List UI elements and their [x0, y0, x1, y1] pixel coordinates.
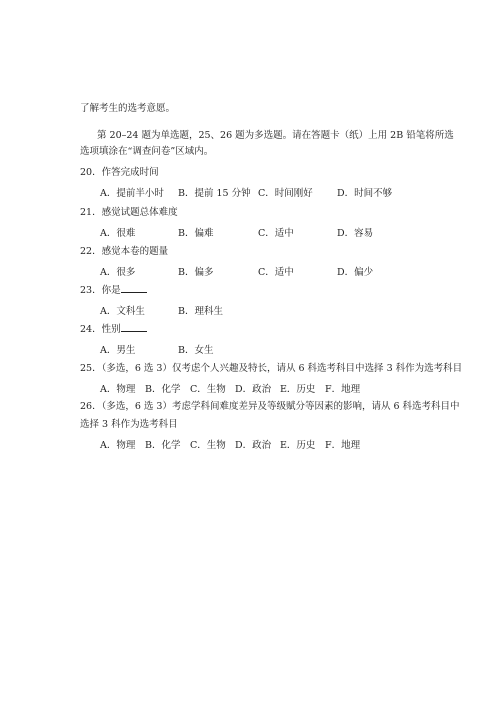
q25-option-b[interactable]: B．化学: [145, 384, 181, 395]
intro-line-2: 第 20–24 题为单选题，25、26 题为多选题。请在答题卡（纸）上用 2B 铅笔将所选: [97, 130, 454, 141]
q24-option-b[interactable]: B．女生: [178, 345, 214, 356]
question-20-stem: 20．作答完成时间: [80, 167, 159, 178]
q20-option-d[interactable]: D．时间不够: [337, 188, 393, 199]
q20-option-c[interactable]: C．时间刚好: [258, 188, 313, 199]
q26-option-c[interactable]: C．生物: [190, 440, 226, 451]
q25-option-f[interactable]: F．地理: [325, 384, 361, 395]
question-26-stem-continued: 选择 3 科作为选考科目: [80, 419, 178, 430]
q22-option-a[interactable]: A．很多: [100, 267, 136, 278]
q24-option-a[interactable]: A．男生: [100, 345, 136, 356]
q23-option-b[interactable]: B．理科生: [178, 306, 223, 317]
q21-option-d[interactable]: D．容易: [337, 228, 374, 239]
q21-option-c[interactable]: C．适中: [258, 228, 294, 239]
question-26-stem: 26．（多选，6 选 3）考虑学科间难度差异及等级赋分等因素的影响，请从 6 科选考科目中: [80, 401, 460, 412]
q21-option-b[interactable]: B．偏难: [178, 228, 214, 239]
q25-option-c[interactable]: C．生物: [190, 384, 226, 395]
intro-line-3: 选项填涂在“调查问卷”区域内。: [80, 146, 214, 157]
q22-option-d[interactable]: D．偏少: [337, 267, 374, 278]
q25-option-a[interactable]: A．物理: [100, 384, 136, 395]
q23-option-a[interactable]: A．文科生: [100, 306, 145, 317]
q20-option-b[interactable]: B．提前 15 分钟: [178, 188, 251, 199]
q21-option-a[interactable]: A．很难: [100, 228, 136, 239]
q22-option-c[interactable]: C．适中: [258, 267, 294, 278]
question-23-text: 23．你是: [80, 285, 121, 296]
answer-blank: [121, 322, 147, 332]
q26-option-e[interactable]: E．历史: [280, 440, 316, 451]
answer-blank: [121, 283, 147, 293]
question-22-stem: 22．感觉本卷的题量: [80, 246, 169, 257]
intro-line-1: 了解考生的选考意愿。: [80, 103, 176, 114]
q26-option-d[interactable]: D．政治: [235, 440, 272, 451]
question-23-stem: [80, 282, 147, 296]
question-24-stem: [80, 321, 147, 335]
q26-option-a[interactable]: A．物理: [100, 440, 136, 451]
q26-option-f[interactable]: F．地理: [325, 440, 361, 451]
q22-option-b[interactable]: B．偏多: [178, 267, 214, 278]
q25-option-d[interactable]: D．政治: [235, 384, 272, 395]
q25-option-e[interactable]: E．历史: [280, 384, 316, 395]
question-25-stem: 25．（多选，6 选 3）仅考虑个人兴趣及特长，请从 6 科选考科目中选择 3 科作为选考科目: [80, 363, 463, 374]
question-24-text: 24．性别: [80, 324, 121, 335]
question-21-stem: 21．感觉试题总体难度: [80, 207, 178, 218]
q20-option-a[interactable]: A．提前半小时: [100, 188, 164, 199]
q26-option-b[interactable]: B．化学: [145, 440, 181, 451]
